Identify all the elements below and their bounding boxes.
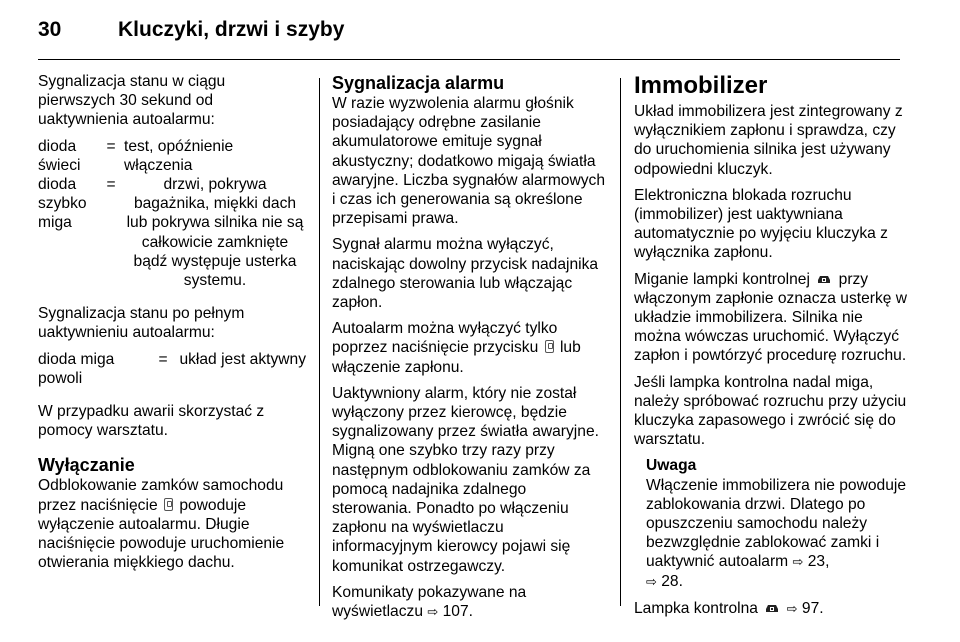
section-heading-immobilizer: Immobilizer <box>634 72 768 99</box>
off-text-a: Odblokowanie zamków samochodu przez naciśnięcie <box>38 477 284 514</box>
column-3 <box>634 72 912 625</box>
page-number: 30 <box>38 18 62 41</box>
page-reference-link[interactable]: 107. <box>442 603 473 621</box>
alarm-text-1: W razie wyzwolenia alarmu głośnik posiadający odrębne zasilanie akumulatorowe emituje sygnał akustyczny; dodatkowo migają światła awaryjne. Liczba sygnałów alarmowych i czas ich generowania są określone przepisami prawa. <box>332 95 606 228</box>
failure-text: W przypadku awarii skorzystać z pomocy warsztatu. <box>38 403 265 440</box>
page-reference-arrow-icon: ⇨ <box>646 573 657 589</box>
definition-term: dioda szybko miga <box>38 176 87 232</box>
note-text <box>646 476 912 591</box>
column-1 <box>38 72 306 579</box>
off-text-b: powoduje wyłączenie autoalarmu. Długie naciśnięcie powoduje uruchomienie otwierania miękkiego dachu. <box>38 496 285 572</box>
definition-desc: drzwi, pokrywa bagażnika, miękki dach lub pokrywa silnika nie są całkowicie zamknięte bądź występuje usterka systemu. <box>126 176 304 290</box>
definition-desc: test, opóźnienie włączenia <box>124 137 234 174</box>
immo-text-3b: przy włączonym zapłonie oznacza usterkę w układzie immobilizera. Silnika nie można wówczas uruchomić. Wyłączyć zapłon i powtórzyć procedurę rozruchu. <box>634 270 908 365</box>
page-reference-link[interactable]: 28. <box>661 572 683 590</box>
definition-equals: = <box>158 350 168 368</box>
column-divider-1 <box>319 78 320 606</box>
alarm-text-3 <box>332 319 607 377</box>
alarm-text-5 <box>332 583 607 621</box>
status-definition-list <box>38 137 306 291</box>
lamp-reference-a: Lampka kontrolna <box>634 599 758 617</box>
note-title: Uwaga <box>646 457 697 475</box>
alarm-text-3b: lub włączenie zapłonu. <box>332 339 581 376</box>
definition-term: dioda świeci <box>38 137 81 174</box>
page-reference-arrow-icon: ⇨ <box>792 554 804 570</box>
alarm-text-5a: Komunikaty pokazywane na wyświetlaczu <box>332 583 527 621</box>
immobilizer-lamp-icon <box>817 273 831 285</box>
immobilizer-lamp-icon <box>765 602 779 614</box>
status-intro-text: Sygnalizacja stanu w ciągu pierwszych 30 sekund od uaktywnienia autoalarmu: <box>38 73 226 129</box>
section-heading-off: Wyłączanie <box>38 455 135 476</box>
definition-row <box>38 350 306 388</box>
status-full-text: Sygnalizacja stanu po pełnym uaktywnieniu autoalarmu: <box>38 305 245 342</box>
page-reference-arrow-icon: ⇨ <box>786 600 798 616</box>
note-text-a: Włączenie immobilizera nie powoduje zablokowania drzwi. Dlatego po opuszczeniu samochodu należy bezwzględnie zablokować zamki i uaktywnić autoalarm <box>646 476 907 571</box>
immo-text-3 <box>634 270 912 366</box>
definition-term: dioda miga powoli <box>38 350 115 387</box>
definition-equals: = <box>106 137 116 155</box>
header-rule <box>38 59 900 60</box>
off-text <box>38 476 306 572</box>
definition-row <box>38 175 306 290</box>
column-divider-2 <box>620 78 621 606</box>
status-definition-list-2 <box>38 350 306 388</box>
alarm-text-2: Sygnał alarmu można wyłączyć, naciskając dowolny przycisk nadajnika zdalnego sterowania lub włączając zapłon. <box>332 236 599 312</box>
unlock-key-icon <box>545 340 554 353</box>
immo-text-2: Elektroniczna blokada rozruchu (immobilizer) jest uaktywniana automatycznie po wyjęciu kluczyka z wyłącznika zapłonu. <box>634 186 888 262</box>
definition-equals: = <box>106 176 116 194</box>
page-title: Kluczyki, drzwi i szyby <box>118 18 345 41</box>
unlock-key-icon <box>164 498 173 511</box>
immo-text-3a: Miganie lampki kontrolnej <box>634 270 810 288</box>
definition-desc: układ jest aktywny <box>179 350 306 368</box>
immo-text-1: Układ immobilizera jest zintegrowany z wyłącznikiem zapłonu i sprawdza, czy do uruchomienia silnika jest używany odpowiedni kluczyk. <box>634 103 903 178</box>
page-reference-link[interactable]: 97. <box>801 599 824 617</box>
page-header <box>38 18 344 52</box>
note-box <box>646 456 912 590</box>
definition-row <box>38 137 306 175</box>
immo-text-4: Jeśli lampka kontrolna nadal miga, należy spróbować rozruchu przy użyciu kluczyka zapasowego i zwrócić się do warsztatu. <box>634 373 907 449</box>
page-reference-arrow-icon: ⇨ <box>427 604 439 620</box>
page-reference-link[interactable]: 23, <box>807 553 830 571</box>
section-heading-alarm: Sygnalizacja alarmu <box>332 73 505 93</box>
lamp-reference-text <box>634 599 912 618</box>
alarm-text-4: Uaktywniony alarm, który nie został wyłączony przez kierowcę, będzie sygnalizowany przez światła awaryjne. Migną one szybko trzy razy przy następnym odblokowaniu zamków za pomocą nadajnika zdalnego sterowania. Ponadto po włączeniu zapłonu na wyświetlaczu informacyjnym kierowcy pojawi się komunikat ostrzegawczy. <box>332 384 599 575</box>
alarm-text-3a: Autoalarm można wyłączyć tylko poprzez naciśnięcie przycisku <box>332 320 558 357</box>
column-2 <box>332 72 607 628</box>
